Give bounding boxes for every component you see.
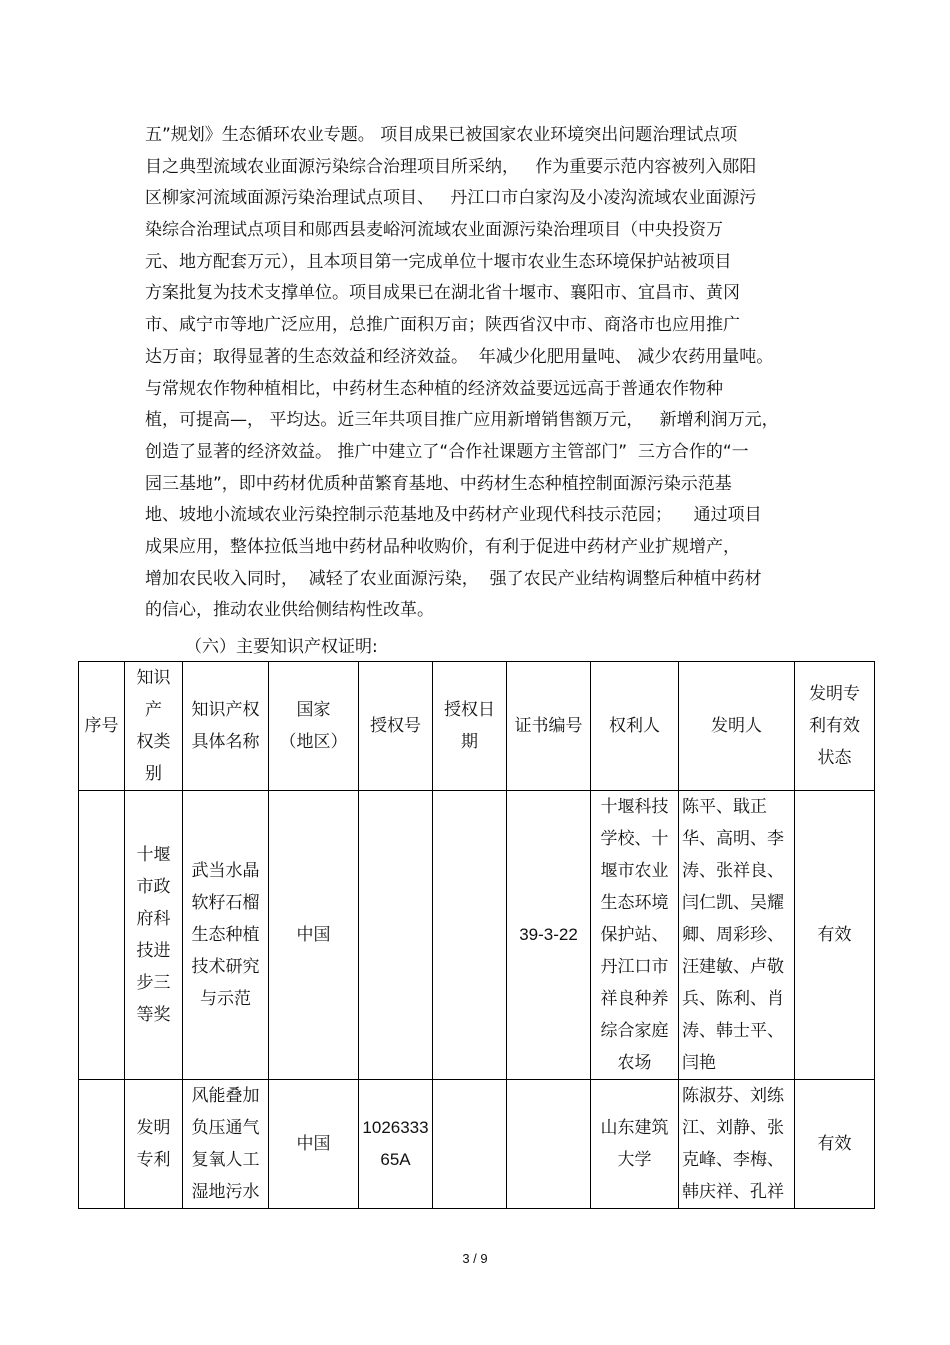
cell-name: 风能叠加 负压通气 复氧人工 湿地污水 (183, 1080, 269, 1209)
header-grant-date: 授权日 期 (433, 662, 507, 791)
cell-holder: 山东建筑 大学 (591, 1080, 679, 1209)
cell-country: 中国 (269, 791, 359, 1080)
cell-seq (79, 1080, 125, 1209)
body-line: 园三基地”，即中药材优质种苗繁育基地、中药材生态种植控制面源污染示范基 (145, 473, 732, 494)
cell-grant-no: 1026333 65A (359, 1080, 433, 1209)
header-seq: 序号 (79, 662, 125, 791)
header-type: 知识 产 权类 别 (125, 662, 183, 791)
cell-cert-no: 39-3-22 (507, 791, 591, 1080)
header-name: 知识产权 具体名称 (183, 662, 269, 791)
cell-name: 武当水晶 软籽石榴 生态种植 技术研究 与示范 (183, 791, 269, 1080)
body-line: 染综合治理试点项目和郧西县麦峪河流域农业面源污染治理项目（中央投资万 (145, 220, 723, 241)
body-line: 市、咸宁市等地广泛应用，总推广面积万亩；陕西省汉中市、商洛市也应用推广 (145, 315, 740, 336)
page-number: 3 / 9 (462, 1251, 488, 1266)
table-header-row (79, 662, 875, 791)
body-line: 增加农民收入同时， 减轻了农业面源污染， 强了农民产业结构调整后种植中药材 (145, 568, 762, 589)
body-line: 与常规农作物种植相比，中药材生态种植的经济效益要远远高于普通农作物种 (145, 378, 723, 399)
table-row (79, 791, 875, 1080)
cell-holder: 十堰科技 学校、十 堰市农业 生态环境 保护站、 丹江口市 祥良种养 综合家庭 农场 (591, 791, 679, 1080)
body-line: 方案批复为技术支撑单位。项目成果已在湖北省十堰市、襄阳市、宜昌市、黄冈 (145, 283, 740, 304)
body-line: 达万亩；取得显著的生态效益和经济效益。 年减少化肥用量吨、 减少农药用量吨。 (145, 346, 774, 367)
table-row (79, 1080, 875, 1209)
section-title: （六）主要知识产权证明: (185, 637, 378, 657)
cell-status: 有效 (795, 791, 875, 1080)
body-line: 地、坡地小流域农业污染控制示范基地及中药材产业现代科技示范园； 通过项目 (145, 505, 762, 526)
cell-country: 中国 (269, 1080, 359, 1209)
header-inventor: 发明人 (679, 662, 795, 791)
body-paragraph (145, 120, 815, 627)
cell-cert-no (507, 1080, 591, 1209)
cell-grant-date (433, 791, 507, 1080)
ip-table (78, 661, 875, 1209)
cell-inventor: 陈淑芬、刘练 江、刘静、张 克峰、李梅、 韩庆祥、孔祥 (679, 1080, 795, 1209)
header-status: 发明专 利有效 状态 (795, 662, 875, 791)
cell-inventor: 陈平、戢正 华、高明、李 涛、张祥良、 闫仁凯、吴耀 卿、周彩珍、 汪建敏、卢敬 兵、陈利、肖 涛、韩士平、 闫艳 (679, 791, 795, 1080)
body-line: 五”规划》生态循环农业专题。 项目成果已被国家农业环境突出问题治理试点项 (145, 125, 738, 145)
body-line: 元、地方配套万元），且本项目第一完成单位十堰市农业生态环境保护站被项目 (145, 251, 732, 272)
cell-type: 十堰 市政 府科 技进 步三 等奖 (125, 791, 183, 1080)
cell-status: 有效 (795, 1080, 875, 1209)
header-holder: 权利人 (591, 662, 679, 791)
header-country: 国家 （地区） (269, 662, 359, 791)
body-line: 目之典型流域农业面源污染综合治理项目所采纳， 作为重要示范内容被列入郧阳 (145, 156, 757, 177)
body-line: 创造了显著的经济效益。 推广中建立了“合作社课题方主管部门” 三方合作的“一 (145, 441, 749, 462)
body-line: 植，可提高—， 平均达。近三年共项目推广应用新增销售额万元， 新增利润万元， (145, 410, 779, 431)
cell-seq (79, 791, 125, 1080)
header-grant-no: 授权号 (359, 662, 433, 791)
cell-type: 发明 专利 (125, 1080, 183, 1209)
body-line: 的信心，推动农业供给侧结构性改革。 (145, 600, 434, 621)
cell-grant-no (359, 791, 433, 1080)
header-cert-no: 证书编号 (507, 662, 591, 791)
cell-grant-date (433, 1080, 507, 1209)
body-line: 成果应用，整体拉低当地中药材品种收购价，有利于促进中药材产业扩规增产， (145, 536, 740, 557)
body-line: 区柳家河流域面源污染治理试点项目、 丹江口市白家沟及小凌沟流域农业面源污 (145, 188, 757, 209)
